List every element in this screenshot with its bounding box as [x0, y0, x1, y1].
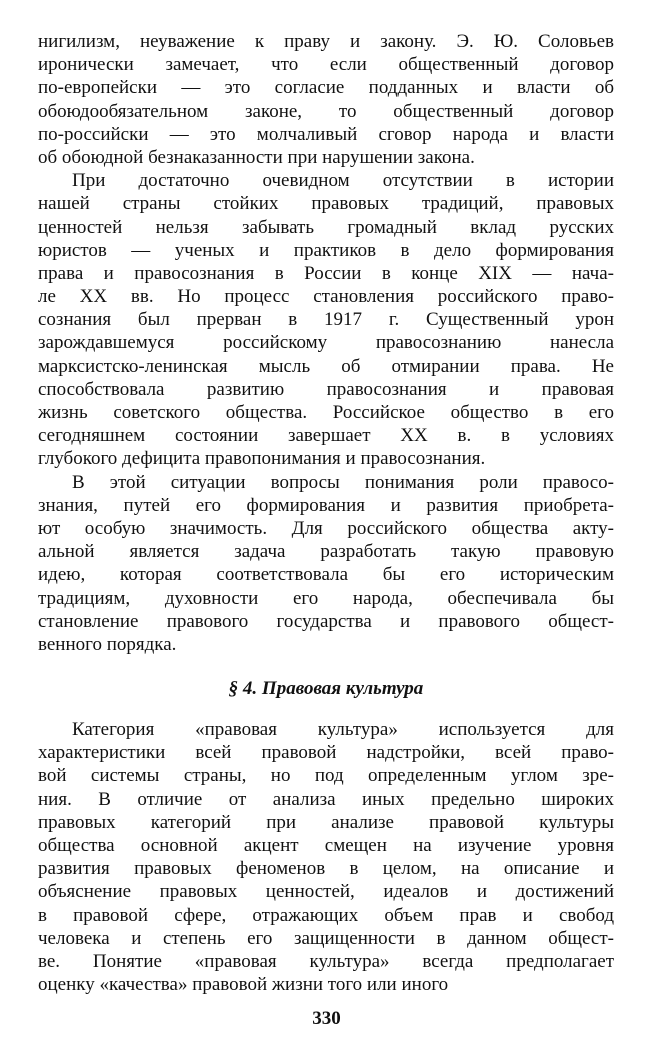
top-paragraph: [38, 30, 614, 169]
text-line: ве. Понятие «правовая культура» всегда предполагает: [38, 950, 614, 972]
top-paragraph: [38, 169, 614, 470]
text-line: человека и степень его защищенности в данном общест-: [38, 927, 614, 949]
text-line: сознания был прерван в 1917 г. Существенный урон: [38, 309, 614, 331]
text-line: В этой ситуации вопросы понимания роли правосо-: [72, 471, 614, 493]
text-line: характеристики всей правовой надстройки, всей право-: [38, 742, 614, 764]
text-line: ют особую значимость. Для российского общества акту-: [38, 517, 614, 539]
text-line: сегодняшнем состоянии завершает XX в. в условиях: [38, 425, 614, 447]
top-paragraph: [38, 471, 614, 657]
text-line: глубокого дефицита правопонимания и правосознания.: [38, 448, 486, 470]
text-line: нигилизм, неуважение к праву и закону. Э. Ю. Соловьев: [38, 31, 614, 52]
text-line: нашей страны стойких правовых традиций, правовых: [38, 193, 614, 215]
text-line: юристов — ученых и практиков в дело формирования: [38, 239, 614, 261]
text-line: Категория «правовая культура» используется для: [72, 719, 614, 740]
text-line: ния. В отличие от анализа иных предельно широких: [38, 788, 614, 810]
text-line: венного порядка.: [38, 633, 177, 655]
text-line: ле XX вв. Но процесс становления российского право-: [38, 286, 614, 308]
text-line: вой системы страны, но под определенным углом зре-: [38, 765, 614, 787]
text-line: марксистско-ленинская мысль об отмирании права. Не: [38, 355, 614, 377]
text-line: развития правовых феноменов в целом, на описание и: [38, 858, 614, 880]
text-line: по-российски — это молчаливый сговор народа и власти: [38, 123, 614, 145]
text-line: ценностей нельзя забывать громадный вклад русских: [38, 216, 614, 238]
text-line: обоюдообязательном законе, то общественный договор: [38, 100, 614, 122]
text-line: права и правосознания в России в конце XIX — нача-: [38, 262, 614, 284]
text-line: При достаточно очевидном отсутствии в истории: [72, 170, 614, 192]
text-line: альной является задача разработать такую правовую: [38, 541, 614, 563]
text-block-bottom: [38, 718, 614, 996]
text-line: в правовой сфере, отражающих объем прав и свобод: [38, 904, 614, 926]
text-line: иронически замечает, что если общественный договор: [38, 54, 614, 76]
text-line: зарождавшемуся российскому правосознанию нанесла: [38, 332, 614, 354]
text-line: способствовала развитию правосознания и правовая: [38, 378, 614, 400]
text-line: оценку «качества» правовой жизни того или иного: [38, 974, 449, 996]
section-heading: § 4. Правовая культура: [228, 678, 424, 699]
text-line: по-европейски — это согласие подданных и власти об: [38, 77, 614, 99]
text-line: об обоюдной безнаказанности при нарушении закона.: [38, 146, 475, 168]
text-line: общества основной акцент смещен на изучение уровня: [38, 834, 614, 856]
text-block-top: [38, 30, 614, 656]
text-line: правовых категорий при анализе правовой культуры: [38, 811, 614, 833]
text-line: идею, которая соответствовала бы его историческим: [38, 564, 614, 586]
text-line: традициям, духовности его народа, обеспечивала бы: [38, 587, 614, 609]
page-number: 330: [312, 1008, 341, 1029]
text-line: объяснение правовых ценностей, идеалов и достижений: [38, 881, 614, 903]
text-line: жизнь советского общества. Российское общество в его: [38, 402, 614, 423]
text-line: становление правового государства и правового общест-: [38, 610, 614, 632]
text-line: знания, путей его формирования и развития приобрета-: [38, 494, 614, 516]
bottom-paragraph: [38, 718, 614, 996]
